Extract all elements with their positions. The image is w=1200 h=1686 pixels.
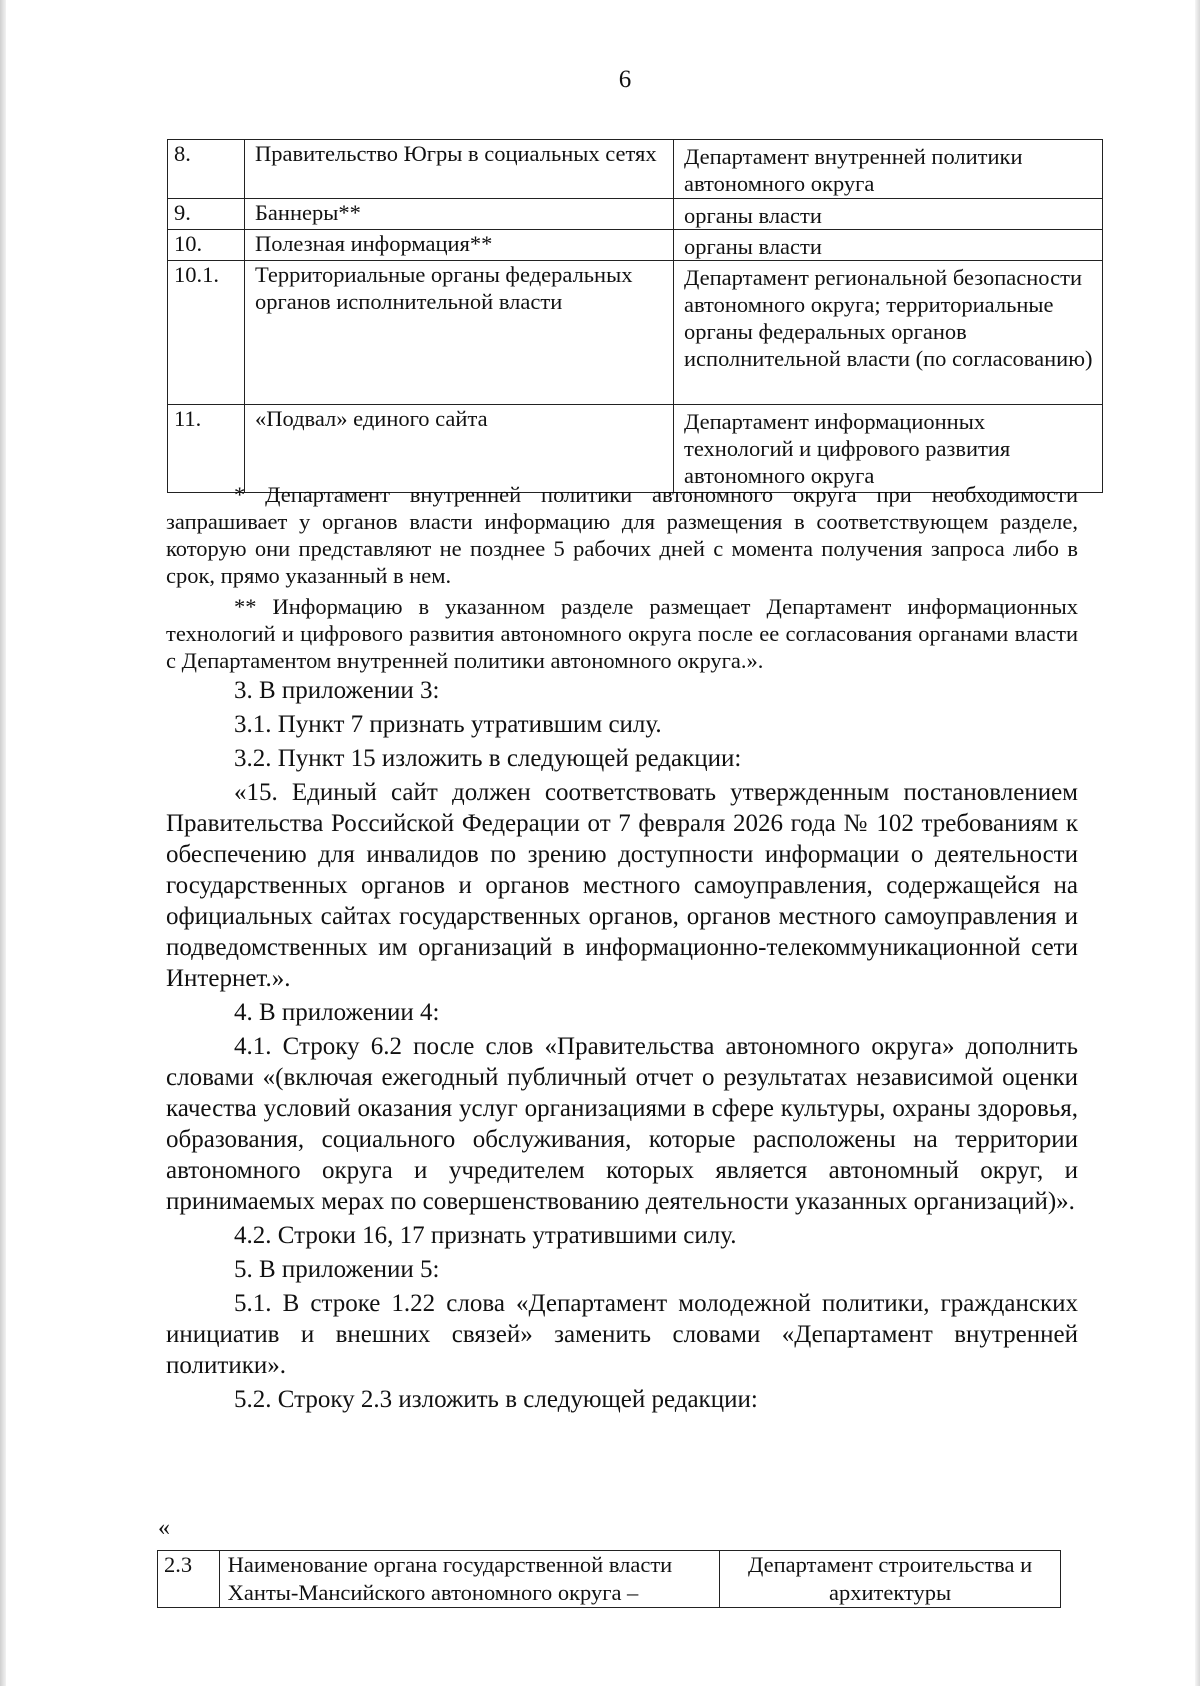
row-responsible: органы власти [674,230,1103,261]
paragraph: 5.1. В строке 1.22 слова «Департамент молодежной политики, гражданских инициатив и внешних связей» заменить словами «Департамент внутренней политики». [166,1290,1078,1379]
row-section: Правительство Югры в социальных сетях [245,140,674,199]
opening-quote: « [158,1515,170,1541]
row-responsible: Департамент региональной безопасности автономного округа; территориальные органы федеральных органов исполнительной власти (по согласованию) [674,261,1103,405]
paragraph: 5.2. Строку 2.3 изложить в следующей редакции: [234,1386,758,1413]
row-responsible: Департамент строительства и архитектуры [720,1551,1061,1608]
paragraph: 5. В приложении 5: [234,1256,440,1283]
row-number: 10. [168,230,245,261]
row-responsible: Департамент внутренней политики автономного округа [674,140,1103,199]
table-row [168,405,1103,493]
paragraph: «15. Единый сайт должен соответствовать утвержденным постановлением Правительства Российской Федерации от 7 февраля 2026 года № 102 требованиям к обеспечению для инвалидов по зрению доступности информации о деятельности государственных органов и органов местного самоуправления, содержащейся на официальных сайтах государственных органов, органов местного самоуправления и подведомственных им организаций в информационно-телекоммуникационной сети Интернет.». [166,779,1078,992]
row-number: 11. [168,405,245,493]
row-number: 2.3 [158,1551,220,1608]
replacement-row-table [157,1550,1061,1608]
paragraph: 3.1. Пункт 7 признать утратившим силу. [234,711,662,738]
footnote-single-asterisk: * Департамент внутренней политики автономного округа при необходимости запрашивает у органов власти информацию для размещения в соответствующем разделе, которую они представляют не позднее 5 рабочих дней с момента получения запроса либо в срок, прямо указанный в нем. [166,482,1078,588]
table-row [168,230,1103,261]
paragraph: 4.1. Строку 6.2 после слов «Правительства автономного округа» дополнить словами «(включая ежегодный публичный отчет о результатах независимой оценки качества условий оказания услуг организациями в сфере культуры, охраны здоровья, образования, социального обслуживания, которые расположены на территории автономного округа и учредителем которых является автономный округ, и принимаемых мерах по совершенствованию деятельности указанных организаций)». [166,1033,1078,1215]
paragraph: 4. В приложении 4: [234,999,440,1026]
row-section: «Подвал» единого сайта [245,405,674,493]
row-responsible: органы власти [674,199,1103,230]
scan-edge-right [1195,0,1200,1686]
responsibility-table [167,139,1103,493]
table-row [168,261,1103,405]
row-responsible: Департамент информационных технологий и цифрового развития автономного округа [674,405,1103,493]
scan-edge-left [0,0,6,1686]
row-number: 10.1. [168,261,245,405]
paragraph: 3. В приложении 3: [234,677,440,704]
document-body [166,675,1078,1415]
table-row [158,1551,1061,1608]
row-number: 8. [168,140,245,199]
row-section: Территориальные органы федеральных органов исполнительной власти [245,261,674,405]
row-section: Наименование органа государственной власти Ханты-Мансийского автономного округа – [219,1551,720,1608]
page-number: 6 [618,66,632,93]
row-number: 9. [168,199,245,230]
row-section: Полезная информация** [245,230,674,261]
paragraph: 4.2. Строки 16, 17 признать утратившими силу. [234,1222,737,1249]
footnotes [166,481,1078,674]
row-section: Баннеры** [245,199,674,230]
table-row [168,199,1103,230]
footnote-double-asterisk: ** Информацию в указанном разделе размещает Департамент информационных технологий и цифрового развития автономного округа после ее согласования органами власти с Департаментом внутренней политики автономного округа.». [166,594,1078,673]
paragraph: 3.2. Пункт 15 изложить в следующей редакции: [234,745,742,772]
table-row [168,140,1103,199]
